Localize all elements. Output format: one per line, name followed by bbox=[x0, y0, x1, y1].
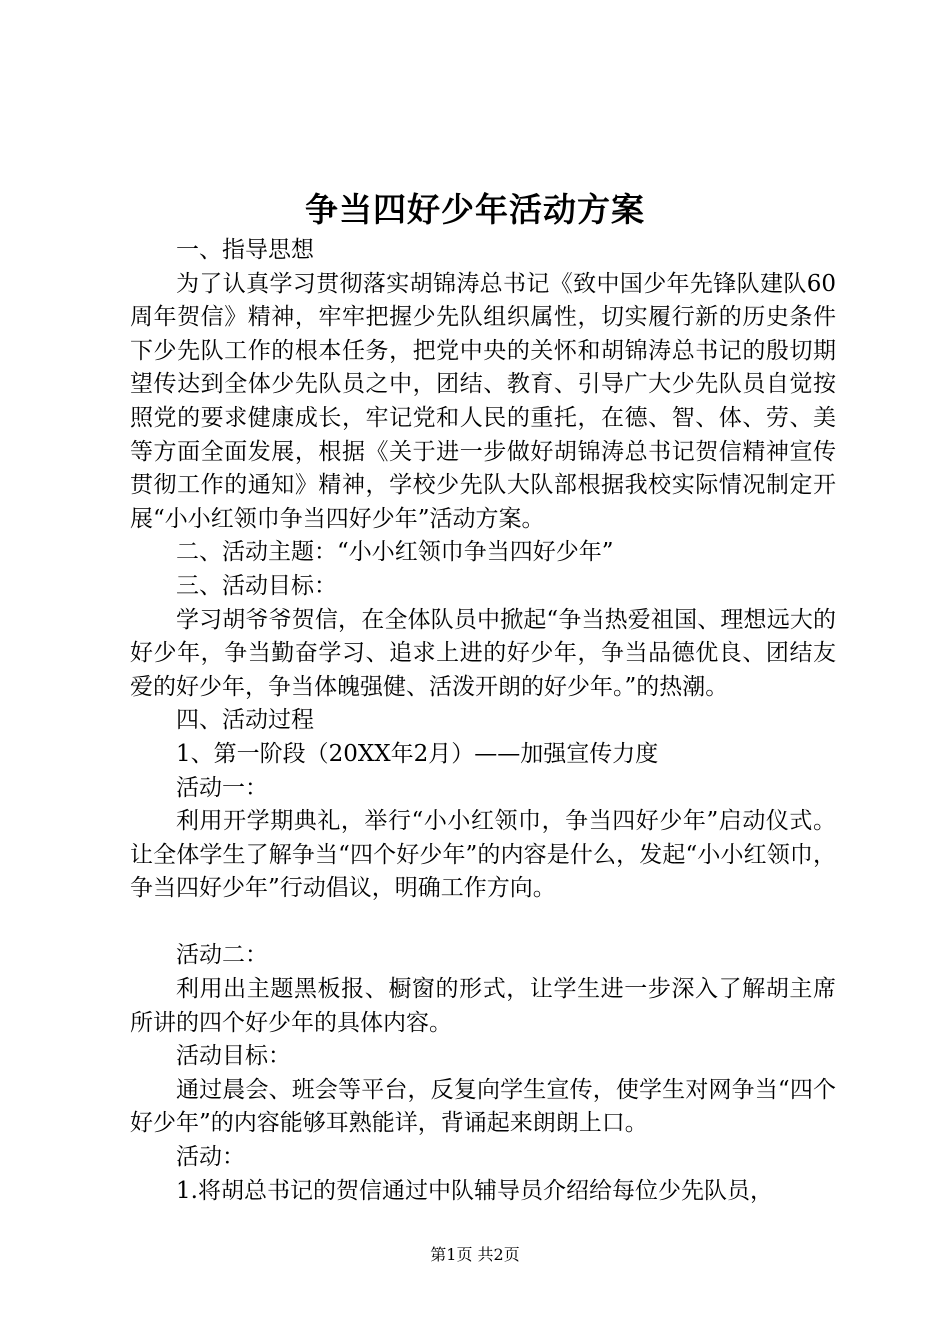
document-title: 争当四好少年活动方案 bbox=[305, 190, 645, 229]
paragraph: 活动一： bbox=[176, 774, 268, 801]
paragraph: 1.将胡总书记的贺信通过中队辅导员介绍给每位少先队员， bbox=[176, 1177, 773, 1204]
paragraph: 活动目标： bbox=[176, 1043, 291, 1070]
paragraph: 二、活动主题：“小小红领巾争当四好少年” bbox=[176, 539, 614, 566]
paragraph: 三、活动目标： bbox=[176, 572, 337, 599]
paragraph: 利用开学期典礼，举行“小小红领巾，争当四好少年”启动仪式。让全体学生了解争当“四个好少年”的内容是什么，发起“小小红领巾，争当四好少年”行动倡议，明确工作方向。 bbox=[130, 808, 836, 902]
paragraph: 活动二： bbox=[176, 942, 268, 969]
paragraph: 学习胡爷爷贺信，在全体队员中掀起“争当热爱祖国、理想远大的好少年，争当勤奋学习、追求上进的好少年，争当品德优良、团结友爱的好少年，争当体魄强健、活泼开朗的好少年。”的热潮。 bbox=[130, 606, 836, 700]
blank-line bbox=[130, 906, 836, 940]
paragraph: 1、第一阶段（20XX年2月）——加强宣传力度 bbox=[176, 740, 659, 767]
paragraph: 一、指导思想 bbox=[176, 237, 314, 263]
document-body bbox=[130, 234, 836, 1208]
paragraph: 利用出主题黑板报、橱窗的形式，让学生进一步深入了解胡主席所讲的四个好少年的具体内容。 bbox=[130, 976, 836, 1036]
page-number: 第1页 共2页 bbox=[430, 1245, 520, 1264]
paragraph: 通过晨会、班会等平台，反复向学生宣传，使学生对网争当“四个好少年”的内容能够耳熟能详，背诵起来朗朗上口。 bbox=[130, 1076, 836, 1137]
paragraph: 四、活动过程 bbox=[176, 707, 314, 734]
paragraph: 为了认真学习贯彻落实胡锦涛总书记《致中国少年先锋队建队60周年贺信》精神，牢牢把握少先队组织属性，切实履行新的历史条件下少先队工作的根本任务，把党中央的关怀和胡锦涛总书记的殷切期望传达到全体少先队员之中，团结、教育、引导广大少先队员自觉按照党的要求健康成长，牢记党和人民的重托，在德、智、体、劳、美等方面全面发展，根据《关于进一步做好胡锦涛总书记贺信精神宣传贯彻工作的通知》精神，学校少先队大队部根据我校实际情况制定开展“小小红领巾争当四好少年”活动方案。 bbox=[130, 270, 836, 532]
paragraph: 活动： bbox=[176, 1144, 245, 1171]
